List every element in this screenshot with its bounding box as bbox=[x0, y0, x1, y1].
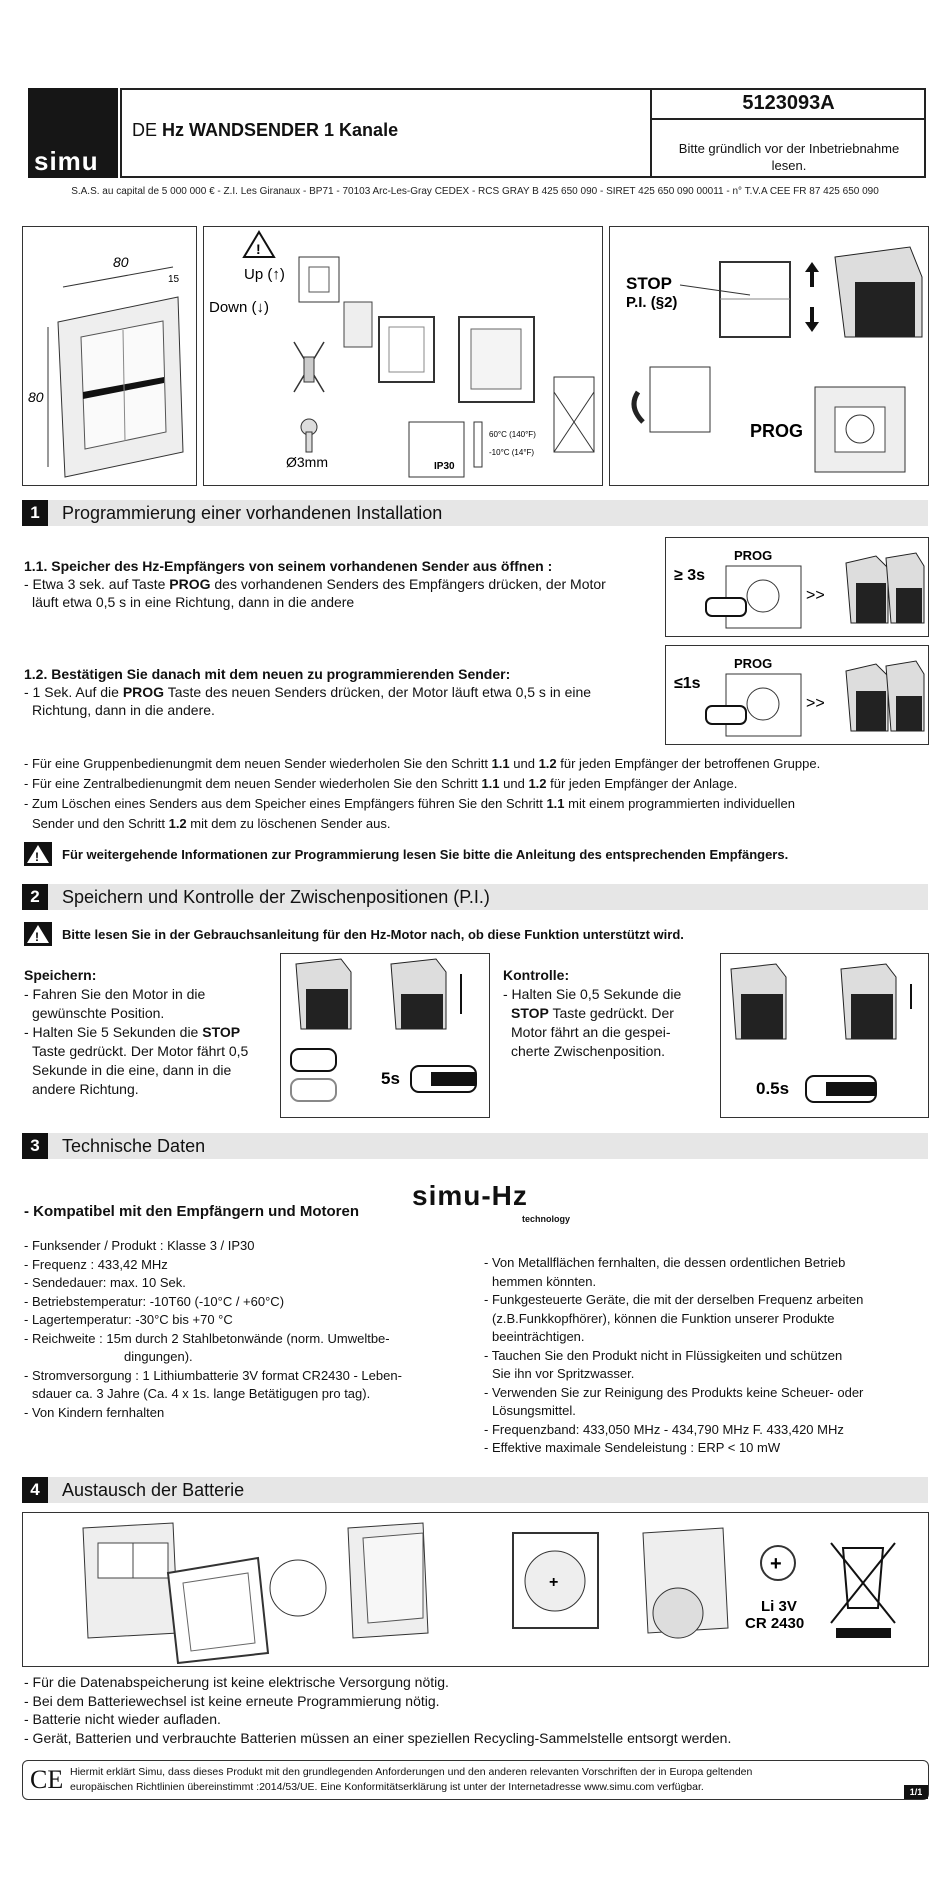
list-item: - Von Kindern fernhalten bbox=[24, 1404, 165, 1420]
control-line: - Halten Sie 0,5 Sekunde die bbox=[503, 986, 682, 1002]
simu-hz-tagline: technology bbox=[522, 1214, 571, 1224]
simu-hz-logo-text: simu-Hz bbox=[412, 1180, 528, 1211]
list-item: - Sendedauer: max. 10 Sek. bbox=[24, 1275, 186, 1290]
mounting-figure bbox=[203, 226, 603, 486]
prog-1s-time: ≤1s bbox=[674, 675, 701, 692]
conformity-text: Hiermit erklärt Simu, dass dieses Produkt mit den grundlegenden Anforderungen und den anderen relevanten Vorschriften der in Europa geltenden europäischen Richtlinien übereinstimmt :2014/53/UE. Eine Konformitätserklärung ist unter der Internetadresse www.simu.com verfügbar. bbox=[70, 1766, 753, 1793]
document-title bbox=[132, 120, 398, 141]
transmitter-dimension-drawing bbox=[23, 227, 195, 483]
list-item: - Effektive maximale Sendeleistung : ERP < 10 mW bbox=[484, 1440, 781, 1455]
control-figure bbox=[720, 953, 929, 1118]
stop-prog-drawing bbox=[610, 227, 926, 483]
section-1-header bbox=[22, 500, 928, 526]
list-item: beeinträchtigen. bbox=[492, 1329, 585, 1344]
store-line: andere Richtung. bbox=[32, 1081, 139, 1097]
section-1-warning-text: Für weitergehende Informationen zur Programmierung lesen Sie bitte die Anleitung des entsprechenden Empfängers. bbox=[62, 847, 789, 862]
company-legal-line: S.A.S. au capital de 5 000 000 € - Z.I. Les Giranaux - BP71 - 70103 Arc-Les-Gray CEDEX - RCS GRAY B 425 650 090 - SIRET 425 650 090 00011 - n° T.V.A CEE FR 87 425 650 090 bbox=[71, 186, 879, 197]
battery-replacement-drawing bbox=[23, 1513, 926, 1664]
prog-label: PROG bbox=[750, 421, 804, 441]
prog-1s-drawing bbox=[666, 646, 926, 742]
title-product: Hz WANDSENDER 1 Kanale bbox=[162, 120, 399, 140]
list-item: Sie ihn vor Spritzwasser. bbox=[492, 1366, 635, 1381]
reference-number: 5123093A bbox=[742, 92, 835, 114]
section-4-header bbox=[22, 1477, 928, 1503]
section-3-number: 3 bbox=[22, 1133, 48, 1159]
list-item: dingungen). bbox=[124, 1349, 193, 1364]
logo-text: simu bbox=[34, 146, 99, 176]
svg-text:+: + bbox=[549, 1574, 559, 1591]
list-item: - Bei dem Batteriewechsel ist keine erneute Programmierung nötig. bbox=[24, 1692, 440, 1709]
store-line: gewünschte Position. bbox=[32, 1005, 165, 1021]
step-1-2-heading: 1.2. Bestätigen Sie danach mit dem neuen zu programmierenden Sender: bbox=[24, 666, 511, 682]
battery-figure bbox=[22, 1512, 929, 1667]
pi-label: P.I. (§2) bbox=[626, 294, 678, 311]
store-figure bbox=[280, 953, 490, 1118]
stop-prog-figure bbox=[609, 226, 929, 486]
store-title: Speichern: bbox=[24, 967, 97, 983]
battery-voltage-label: Li 3V bbox=[761, 1598, 797, 1615]
dim-height-label: 80 bbox=[28, 389, 44, 405]
screw-size-label: Ø3mm bbox=[286, 454, 328, 470]
control-line: STOP Taste gedrückt. Der bbox=[511, 1005, 674, 1021]
battery-type-label: CR 2430 bbox=[745, 1615, 805, 1632]
dim-width-label: 80 bbox=[113, 254, 129, 270]
store-line: Taste gedrückt. Der Motor fährt 0,5 bbox=[32, 1043, 249, 1059]
read-notice: Bitte gründlich vor der Inbetriebnahme lesen. bbox=[678, 141, 900, 173]
compatibility-line: - Kompatibel mit den Empfängern und Motoren bbox=[24, 1203, 359, 1220]
section-2-number: 2 bbox=[22, 884, 48, 910]
store-time: 5s bbox=[381, 1069, 400, 1088]
temp-high-label: 60°C (140°F) bbox=[489, 430, 536, 439]
step-1-1-text: - Etwa 3 sek. auf Taste PROG des vorhandenen Senders des Empfängers drücken, der Motor bbox=[24, 576, 606, 592]
title-prefix: DE bbox=[132, 120, 158, 140]
specs-left-list bbox=[24, 1237, 494, 1422]
up-label: Up (↑) bbox=[244, 266, 285, 283]
list-item: - Verwenden Sie zur Reinigung des Produkts keine Scheuer- oder bbox=[484, 1384, 864, 1400]
control-line: Motor fährt an die gespei- bbox=[511, 1024, 671, 1040]
section-4-number: 4 bbox=[22, 1477, 48, 1503]
list-item: Lösungsmittel. bbox=[492, 1403, 576, 1418]
simu-hz-logo bbox=[412, 1180, 571, 1224]
section-4-title: Austausch der Batterie bbox=[62, 1480, 245, 1500]
group-control-note: - Für eine Gruppenbedienungmit dem neuen Sender wiederholen Sie den Schritt 1.1 und 1.2 für jeden Empfänger der betroffenen Gruppe. bbox=[24, 756, 821, 771]
store-line: Sekunde in die eine, dann in die bbox=[32, 1062, 232, 1078]
section-1-warning bbox=[24, 842, 52, 871]
svg-text:+: + bbox=[770, 1553, 782, 1575]
section-1-number: 1 bbox=[22, 500, 48, 526]
dimensions-figure bbox=[22, 226, 197, 486]
store-line: - Halten Sie 5 Sekunden die STOP bbox=[24, 1024, 241, 1040]
weee-crossed-bin-icon bbox=[831, 1543, 895, 1638]
prog-3s-time: ≥ 3s bbox=[674, 567, 706, 584]
prog-1s-figure bbox=[665, 645, 929, 745]
step-1-1-text-cont: läuft etwa 0,5 s in eine Richtung, dann in die andere bbox=[32, 594, 355, 610]
svg-text:!: ! bbox=[35, 930, 39, 944]
store-line: - Fahren Sie den Motor in die bbox=[24, 986, 206, 1002]
list-item: - Lagertemperatur: -30°C bis +70 °C bbox=[24, 1312, 233, 1327]
list-item: - Batterie nicht wieder aufladen. bbox=[24, 1711, 221, 1727]
list-item: hemmen könnten. bbox=[492, 1273, 597, 1289]
simu-logo bbox=[28, 88, 118, 178]
store-drawing bbox=[281, 954, 487, 1115]
list-item: - Funkgesteuerte Geräte, die mit der derselben Frequenz arbeiten bbox=[484, 1292, 864, 1307]
section-3-title: Technische Daten bbox=[62, 1136, 206, 1156]
prog-1s-label: PROG bbox=[734, 656, 773, 671]
step-1-2-text: - 1 Sek. Auf die PROG Taste des neuen Senders drücken, der Motor läuft etwa 0,5 s in eine bbox=[24, 684, 592, 700]
control-title: Kontrolle: bbox=[503, 967, 570, 983]
list-item: - Frequenz : 433,42 MHz bbox=[24, 1256, 168, 1272]
list-item: - Von Metallflächen fernhalten, die dessen ordentlichen Betrieb bbox=[484, 1255, 846, 1270]
prog-3s-label: PROG bbox=[734, 548, 773, 563]
section-2-header bbox=[22, 884, 928, 910]
step-1-2-text-cont: Richtung, dann in die andere. bbox=[32, 702, 215, 718]
step-1-1-heading: 1.1. Speicher des Hz-Empfängers von seinem vorhandenen Sender aus öffnen : bbox=[24, 558, 553, 574]
page-number: 1/1 bbox=[904, 1785, 928, 1799]
header-divider-h bbox=[651, 118, 926, 120]
section-3-header bbox=[22, 1133, 928, 1159]
warning-icon bbox=[24, 842, 52, 866]
section-2-warning-text: Bitte lesen Sie in der Gebrauchsanleitung für den Hz-Motor nach, ob diese Funktion unterstützt wird. bbox=[62, 927, 684, 942]
control-drawing bbox=[721, 954, 926, 1115]
list-item: - Betriebstemperatur: -10T60 (-10°C / +60°C) bbox=[24, 1293, 285, 1309]
specs-right-list bbox=[484, 1254, 934, 1458]
list-item: - Reichweite : 15m durch 2 Stahlbetonwände (norm. Umweltbe- bbox=[24, 1330, 390, 1346]
prog-3s-figure bbox=[665, 537, 929, 637]
down-label: Down (↓) bbox=[209, 299, 270, 316]
list-item: - Funksender / Produkt : Klasse 3 / IP30 bbox=[24, 1238, 255, 1253]
section-2-warning bbox=[24, 922, 52, 951]
delete-sender-note-cont: Sender und den Schritt 1.2 mit dem zu löschenen Sender aus. bbox=[32, 816, 391, 831]
warning-icon bbox=[24, 922, 52, 946]
prog-3s-arrow: >> bbox=[806, 587, 825, 604]
list-item: (z.B.Funkkopfhörer), können die Funktion unserer Produkte bbox=[492, 1310, 835, 1326]
svg-text:!: ! bbox=[35, 850, 39, 864]
prog-1s-arrow: >> bbox=[806, 695, 825, 712]
battery-notes-list bbox=[24, 1673, 731, 1747]
prog-3s-drawing bbox=[666, 538, 926, 634]
store-instructions bbox=[24, 966, 248, 1099]
delete-sender-note: - Zum Löschen eines Senders aus dem Speicher eines Empfängers führen Sie den Schritt 1.1 mit einem programmierten individuellen bbox=[24, 796, 796, 811]
dim-depth-label: 15 bbox=[168, 274, 180, 285]
control-time: 0.5s bbox=[756, 1079, 790, 1098]
control-line: cherte Zwischenposition. bbox=[511, 1043, 666, 1059]
list-item: sdauer ca. 3 Jahre (Ca. 4 x 1s. lange Betätigugen pro tag). bbox=[32, 1386, 371, 1401]
list-item: - Stromversorgung : 1 Lithiumbatterie 3V format CR2430 - Leben- bbox=[24, 1367, 402, 1383]
temp-low-label: -10°C (14°F) bbox=[489, 448, 535, 457]
list-item: - Frequenzband: 433,050 MHz - 434,790 MHz F. 433,420 MHz bbox=[484, 1421, 844, 1437]
svg-text:!: ! bbox=[256, 241, 261, 257]
ip-rating-label: IP30 bbox=[434, 461, 455, 472]
list-item: - Tauchen Sie den Produkt nicht in Flüssigkeiten und schützen bbox=[484, 1347, 843, 1363]
section-2-title: Speichern und Kontrolle der Zwischenpositionen (P.I.) bbox=[62, 887, 490, 907]
ce-mark: CE bbox=[30, 1765, 64, 1794]
central-control-note: - Für eine Zentralbedienungmit dem neuen Sender wiederholen Sie den Schritt 1.1 und 1.2 für jeden Empfänger der Anlage. bbox=[24, 776, 738, 791]
list-item: - Für die Datenabspeicherung ist keine elektrische Versorgung nötig. bbox=[24, 1674, 449, 1690]
section-1-title: Programmierung einer vorhandenen Installation bbox=[62, 503, 443, 523]
stop-label: STOP bbox=[626, 274, 672, 293]
control-instructions bbox=[503, 966, 681, 1061]
list-item: - Gerät, Batterien und verbrauchte Batterien müssen an einer speziellen Recycling-Sammelstelle entsorgt werden. bbox=[24, 1729, 732, 1746]
mounting-drawing bbox=[204, 227, 600, 483]
